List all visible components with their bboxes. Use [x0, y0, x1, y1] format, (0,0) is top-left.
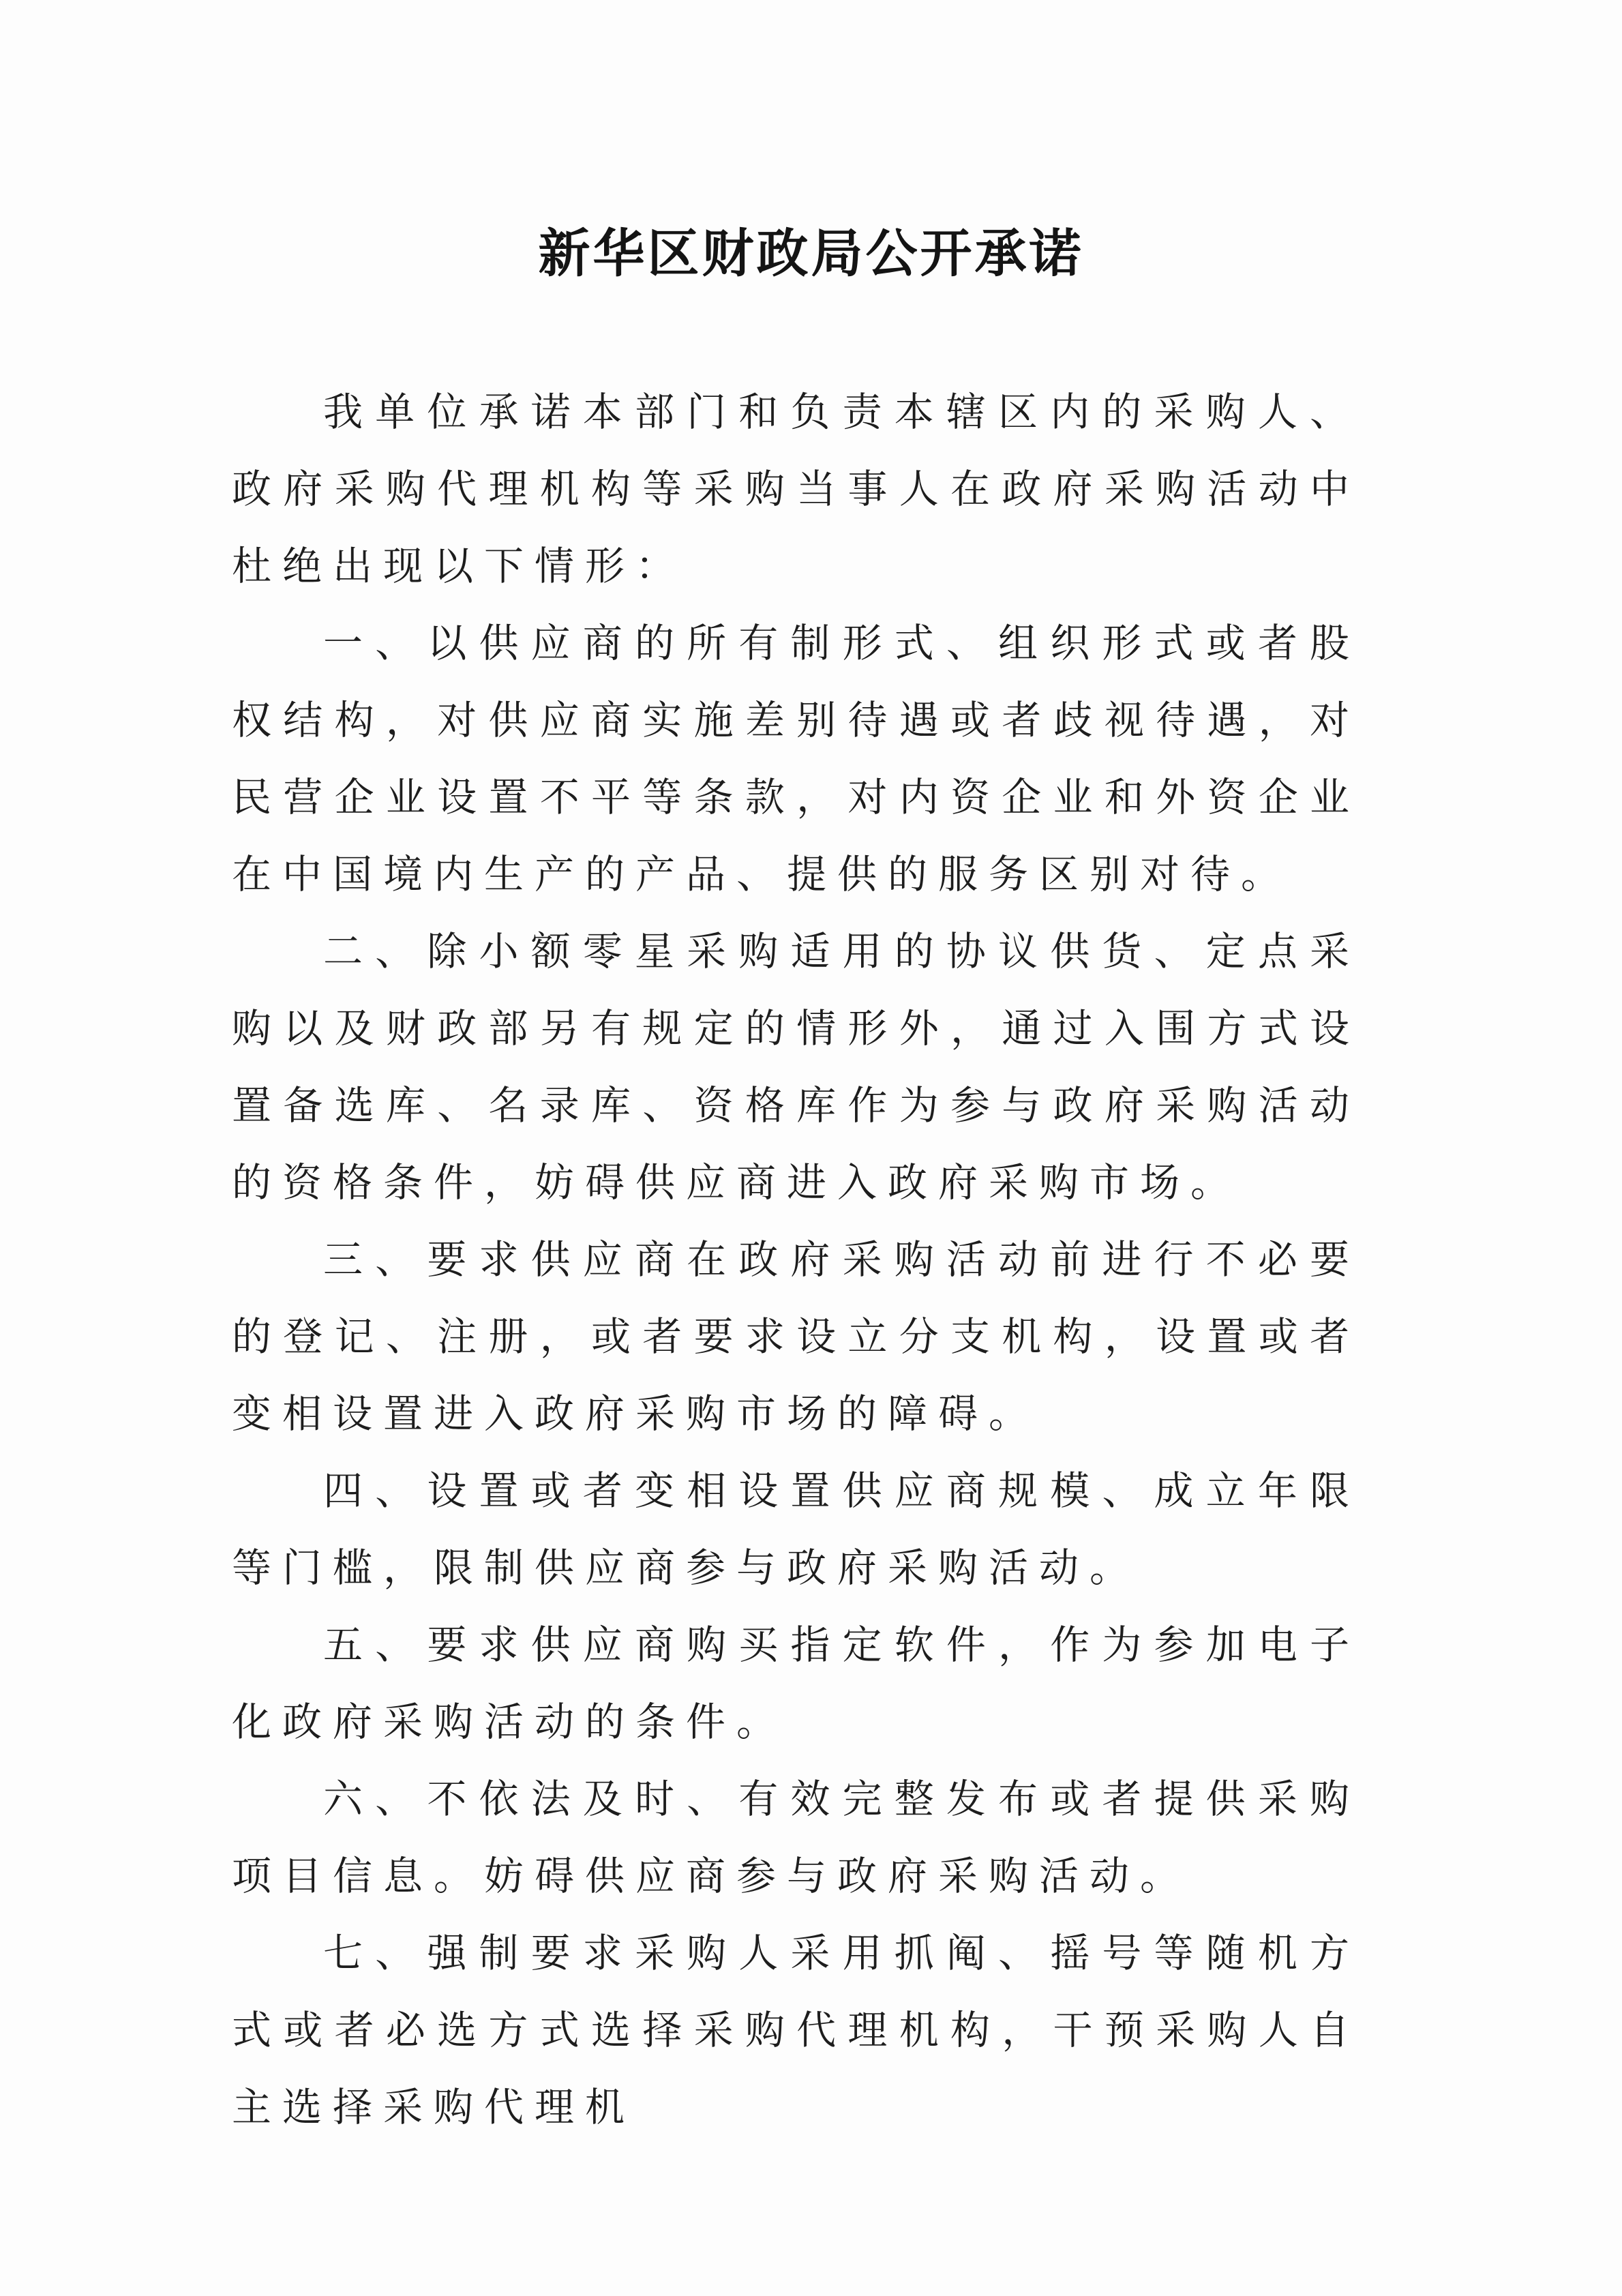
document-body — [232, 374, 1360, 2146]
document-title: 新华区财政局公开承诺 — [538, 223, 1084, 284]
clause-6-paragraph: 六、不依法及时、有效完整发布或者提供采购项目信息。妨碍供应商参与政府采购活动。 — [232, 1776, 1360, 1899]
clause-2-paragraph: 二、除小额零星采购适用的协议供货、定点采购以及财政部另有规定的情形外，通过入围方式设置备选库、名录库、资格库作为参与政府采购活动的资格条件，妨碍供应商进入政府采购市场。 — [232, 928, 1360, 1206]
clause-1-paragraph: 一、以供应商的所有制形式、组织形式或者股权结构，对供应商实施差别待遇或者歧视待遇，对民营企业设置不平等条款，对内资企业和外资企业在中国境内生产的产品、提供的服务区别对待。 — [232, 620, 1360, 897]
intro-paragraph: 我单位承诺本部门和负责本辖区内的采购人、政府采购代理机构等采购当事人在政府采购活动中杜绝出现以下情形： — [232, 389, 1360, 589]
clause-5-paragraph: 五、要求供应商购买指定软件，作为参加电子化政府采购活动的条件。 — [232, 1622, 1360, 1745]
clause-4-paragraph: 四、设置或者变相设置供应商规模、成立年限等门槛，限制供应商参与政府采购活动。 — [232, 1467, 1360, 1591]
clause-3-paragraph: 三、要求供应商在政府采购活动前进行不必要的登记、注册，或者要求设立分支机构，设置或者变相设置进入政府采购市场的障碍。 — [232, 1236, 1360, 1437]
clause-7-paragraph: 七、强制要求采购人采用抓阄、摇号等随机方式或者必选方式选择采购代理机构，干预采购人自主选择采购代理机 — [232, 1930, 1360, 2130]
